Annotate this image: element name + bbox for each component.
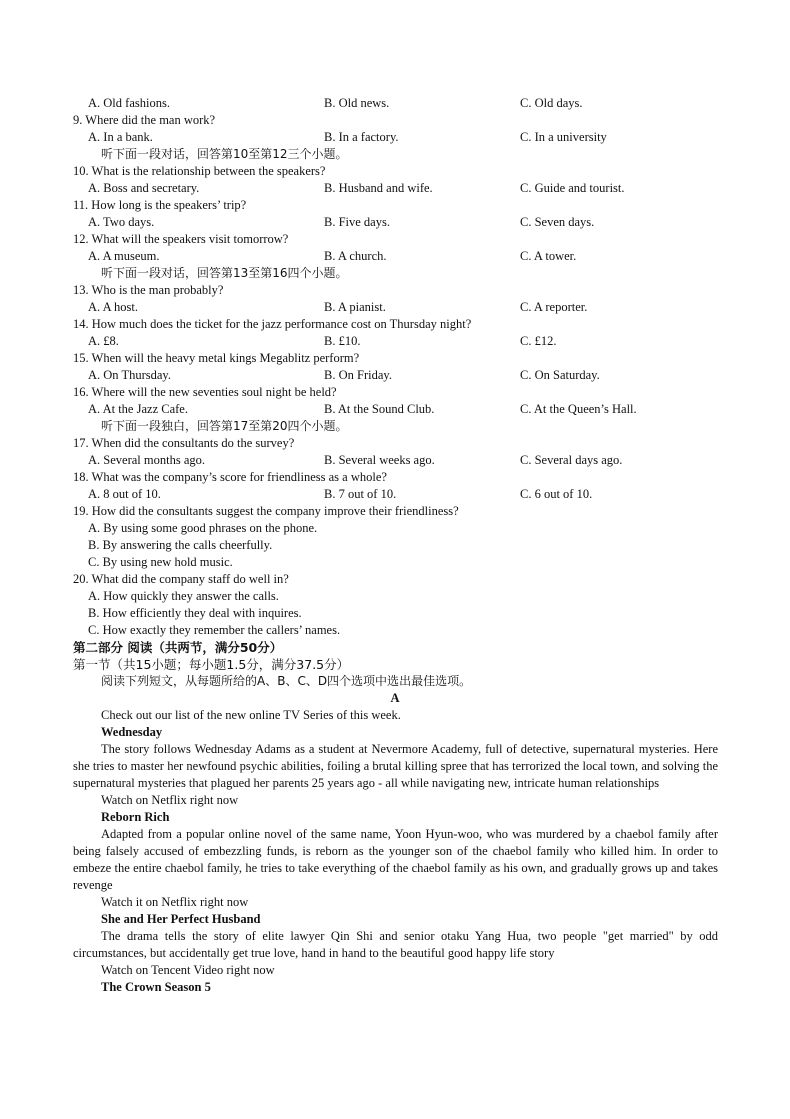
option-b: B. Husband and wife. (324, 181, 433, 195)
option-b: B. Several weeks ago. (324, 453, 435, 467)
q9-options (0, 129, 790, 146)
show-description: Adapted from a popular online novel of the same name, Yoon Hyun-woo, who was murdered by a chaebol family after being falsely accused of embezzling funds, is reborn as the younger son of the chaebol family who killed him. In order to embeze the entire chaebol family, he tries to take everything of the chaebol family as his own, and gradually grows up and takes revenge (73, 827, 718, 892)
instruction-13-16: 听下面一段对话，回答第13至第16四个小题。 (101, 266, 348, 280)
q8-options (0, 95, 790, 112)
option-c: C. A reporter. (520, 300, 588, 314)
show-description: The drama tells the story of elite lawyer Qin Shi and senior otaku Yang Hua, two people "get married" by odd circumstances, but accidentally get true love, hand in hand to the beautiful good happy life story (73, 929, 718, 960)
option-b: B. Five days. (324, 215, 390, 229)
instruction-10-12: 听下面一段对话，回答第10至第12三个小题。 (101, 147, 348, 161)
option-c: C. On Saturday. (520, 368, 600, 382)
show-title: She and Her Perfect Husband (101, 912, 261, 926)
option-c: C. At the Queen’s Hall. (520, 402, 637, 416)
option-b: B. 7 out of 10. (324, 487, 397, 501)
question-16: 16. Where will the new seventies soul night be held? (73, 385, 337, 399)
option-b: B. A pianist. (324, 300, 386, 314)
option-b: B. In a factory. (324, 130, 399, 144)
question-18: 18. What was the company’s score for friendliness as a whole? (73, 470, 387, 484)
watch-link: Watch it on Netflix right now (101, 895, 249, 909)
q17-options (0, 452, 790, 469)
option-c: C. 6 out of 10. (520, 487, 593, 501)
option-c: C. Old days. (520, 96, 583, 110)
option-b: B. £10. (324, 334, 361, 348)
watch-link: Watch on Netflix right now (101, 793, 239, 807)
show-title: The Crown Season 5 (101, 980, 211, 994)
option-c: C. How exactly they remember the callers’ names. (88, 623, 341, 637)
option-b: B. How efficiently they deal with inquires. (88, 606, 302, 620)
option-a: A. A museum. (88, 249, 160, 263)
question-17: 17. When did the consultants do the survey? (73, 436, 295, 450)
option-a: A. At the Jazz Cafe. (88, 402, 188, 416)
passage-label: A (390, 691, 400, 705)
option-c: C. A tower. (520, 249, 577, 263)
option-c: C. £12. (520, 334, 557, 348)
option-a: A. A host. (88, 300, 139, 314)
option-a: A. On Thursday. (88, 368, 171, 382)
reading-instruction: 阅读下列短文，从每题所给的A、B、C、D四个选项中选出最佳选项。 (101, 674, 472, 688)
instruction-17-20: 听下面一段独白，回答第17至第20四个小题。 (101, 419, 348, 433)
option-c: C. Several days ago. (520, 453, 623, 467)
q13-options (0, 299, 790, 316)
q14-options (0, 333, 790, 350)
show-title: Wednesday (101, 725, 163, 739)
option-a: A. Old fashions. (88, 96, 170, 110)
option-b: B. By answering the calls cheerfully. (88, 538, 273, 552)
option-c: C. In a university (520, 130, 607, 144)
option-c: C. Guide and tourist. (520, 181, 625, 195)
question-19: 19. How did the consultants suggest the company improve their friendliness? (73, 504, 459, 518)
q12-options (0, 248, 790, 265)
option-a: A. By using some good phrases on the phone. (88, 521, 318, 535)
question-15: 15. When will the heavy metal kings Megablitz perform? (73, 351, 360, 365)
question-13: 13. Who is the man probably? (73, 283, 224, 297)
q15-options (0, 367, 790, 384)
option-a: A. How quickly they answer the calls. (88, 589, 279, 603)
option-a: A. In a bank. (88, 130, 153, 144)
question-14: 14. How much does the ticket for the jazz performance cost on Thursday night? (73, 317, 472, 331)
option-a: A. £8. (88, 334, 119, 348)
option-b: B. At the Sound Club. (324, 402, 435, 416)
option-a: A. Several months ago. (88, 453, 205, 467)
question-12: 12. What will the speakers visit tomorrow? (73, 232, 289, 246)
option-c: C. By using new hold music. (88, 555, 233, 569)
option-a: A. Boss and secretary. (88, 181, 200, 195)
option-a: A. 8 out of 10. (88, 487, 161, 501)
q18-options (0, 486, 790, 503)
q16-options (0, 401, 790, 418)
exam-page (0, 95, 790, 996)
show-description: The story follows Wednesday Adams as a student at Nevermore Academy, full of detective, supernatural mysteries. Here she tries to master her newfound psychic abilities, foiling a brutal killing spree that has terrorized the local town, and solving the supernatural mysteries that plagued her parents 25 years ago - all while navigating new, intricate human relationships (73, 742, 718, 790)
option-c: C. Seven days. (520, 215, 595, 229)
question-11: 11. How long is the speakers’ trip? (73, 198, 247, 212)
question-10: 10. What is the relationship between the speakers? (73, 164, 326, 178)
option-a: A. Two days. (88, 215, 155, 229)
q11-options (0, 214, 790, 231)
option-b: B. Old news. (324, 96, 390, 110)
option-b: B. A church. (324, 249, 387, 263)
show-title: Reborn Rich (101, 810, 170, 824)
option-b: B. On Friday. (324, 368, 392, 382)
passage-intro: Check out our list of the new online TV Series of this week. (101, 708, 401, 722)
part-heading: 第二部分 阅读（共两节，满分50分） (73, 640, 283, 655)
question-20: 20. What did the company staff do well in? (73, 572, 289, 586)
question-9: 9. Where did the man work? (73, 113, 216, 127)
q10-options (0, 180, 790, 197)
section-heading: 第一节（共15小题；每小题1.5分，满分37.5分） (73, 657, 350, 672)
watch-link: Watch on Tencent Video right now (101, 963, 275, 977)
